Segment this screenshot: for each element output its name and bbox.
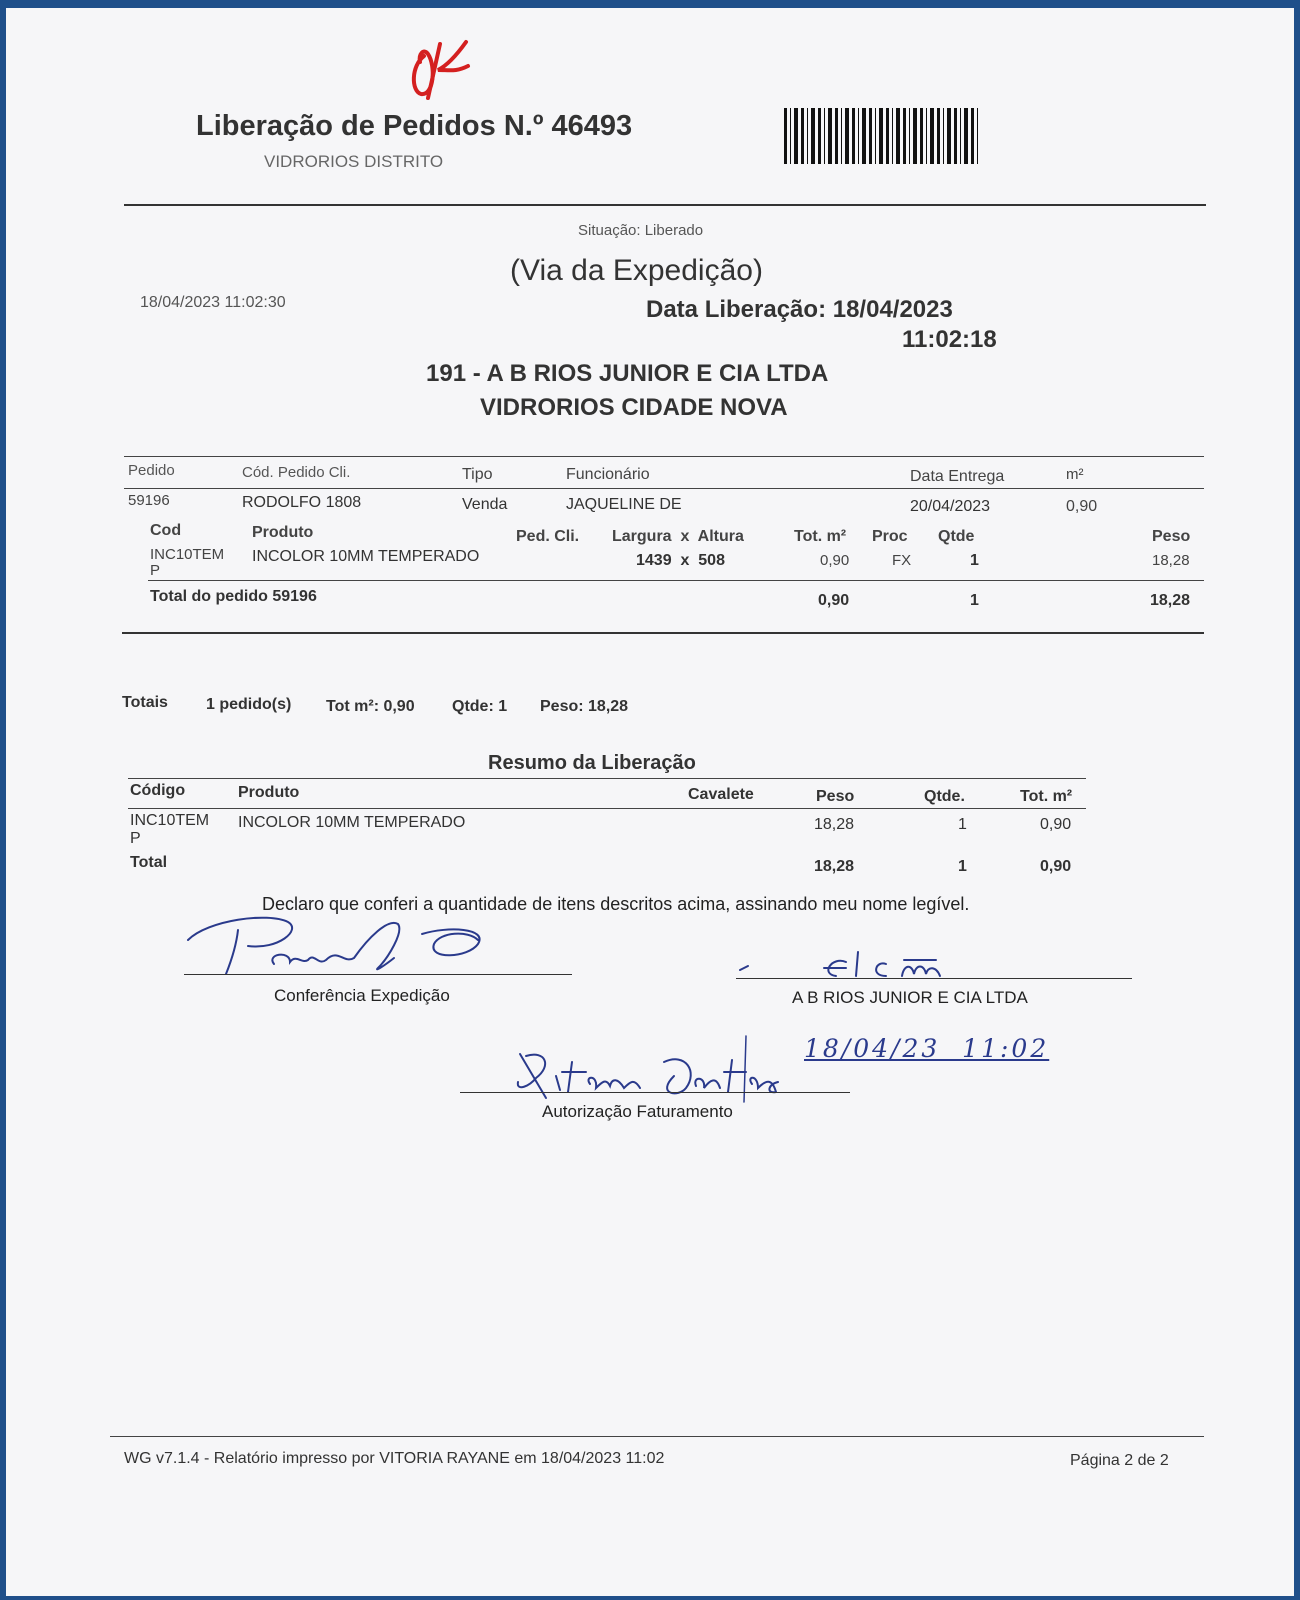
via-title: (Via da Expedição) bbox=[510, 254, 763, 287]
item-col-largura-altura: Largura x Altura bbox=[612, 528, 744, 545]
item-col-qtde: Qtde bbox=[938, 528, 975, 545]
col-funcionario: Funcionário bbox=[566, 466, 650, 483]
item-col-proc: Proc bbox=[872, 528, 908, 545]
order-m2: 0,90 bbox=[1066, 498, 1098, 515]
order-total-qtde: 1 bbox=[970, 592, 979, 609]
declaration-text: Declaro que conferi a quantidade de itens descritos acima, assinando meu nome legível. bbox=[262, 894, 970, 914]
col-cod-pedido-cli: Cód. Pedido Cli. bbox=[242, 464, 351, 481]
company-signature-line bbox=[736, 978, 1132, 979]
resumo-total-tot-m2: 0,90 bbox=[1040, 858, 1072, 875]
item-cod-line2: P bbox=[150, 562, 161, 579]
item-col-tot-m2: Tot. m² bbox=[794, 528, 847, 545]
item-tot-m2: 0,90 bbox=[820, 552, 850, 569]
resumo-top-rule bbox=[128, 778, 1086, 779]
totals-pedidos: 1 pedido(s) bbox=[206, 696, 292, 713]
conferencia-signature-line bbox=[184, 974, 572, 975]
resumo-col-peso: Peso bbox=[816, 788, 855, 805]
item-produto: INCOLOR 10MM TEMPERADO bbox=[252, 548, 480, 565]
barcode bbox=[784, 108, 979, 164]
resumo-col-qtde: Qtde. bbox=[924, 788, 965, 805]
client-store: VIDRORIOS CIDADE NOVA bbox=[480, 394, 788, 421]
resumo-produto: INCOLOR 10MM TEMPERADO bbox=[238, 814, 466, 831]
resumo-title: Resumo da Liberação bbox=[488, 752, 696, 774]
item-col-produto: Produto bbox=[252, 524, 314, 541]
resumo-col-tot-m2: Tot. m² bbox=[1020, 788, 1073, 805]
totals-peso: Peso: 18,28 bbox=[540, 698, 629, 715]
item-cod-line1: INC10TEM bbox=[150, 546, 225, 563]
company-label: A B RIOS JUNIOR E CIA LTDA bbox=[792, 988, 1028, 1007]
conferencia-signature bbox=[178, 908, 498, 988]
handwritten-date: 18/04/23 11:02 bbox=[804, 1034, 1050, 1063]
item-col-cod: Cod bbox=[150, 522, 182, 539]
release-time: 11:02:18 bbox=[902, 326, 997, 353]
totals-tot-m2: Tot m²: 0,90 bbox=[326, 698, 415, 715]
autorizacao-signature bbox=[506, 1032, 806, 1112]
printed-timestamp: 18/04/2023 11:02:30 bbox=[140, 294, 286, 311]
item-dimensions: 1439 x 508 bbox=[636, 552, 725, 569]
resumo-total-qtde: 1 bbox=[958, 858, 967, 875]
order-total-m2: 0,90 bbox=[818, 592, 850, 609]
footer-page-number: Página 2 de 2 bbox=[1070, 1452, 1169, 1469]
col-m2: m² bbox=[1066, 466, 1084, 483]
resumo-tot-m2: 0,90 bbox=[1040, 816, 1072, 833]
resumo-col-produto: Produto bbox=[238, 784, 300, 801]
order-total-rule bbox=[148, 580, 1204, 581]
resumo-col-codigo: Código bbox=[130, 782, 186, 799]
item-col-ped-cli: Ped. Cli. bbox=[516, 528, 580, 545]
resumo-total-peso: 18,28 bbox=[814, 858, 855, 875]
totals-label: Totais bbox=[122, 694, 168, 711]
resumo-qtde: 1 bbox=[958, 816, 967, 833]
autorizacao-signature-line bbox=[460, 1092, 850, 1093]
order-total-label: Total do pedido 59196 bbox=[150, 588, 317, 605]
header-divider bbox=[124, 204, 1206, 206]
release-date: Data Liberação: 18/04/2023 bbox=[646, 296, 953, 323]
resumo-col-cavalete: Cavalete bbox=[688, 786, 754, 803]
resumo-total-label: Total bbox=[130, 854, 168, 871]
resumo-codigo-line2: P bbox=[130, 830, 141, 847]
document-title: Liberação de Pedidos N.º 46493 bbox=[196, 110, 633, 142]
item-proc: FX bbox=[892, 552, 912, 569]
resumo-codigo-line1: INC10TEM bbox=[130, 812, 210, 829]
item-col-peso: Peso bbox=[1152, 528, 1191, 545]
col-tipo: Tipo bbox=[462, 466, 493, 483]
order-funcionario: JAQUELINE DE bbox=[566, 496, 682, 513]
document-subtitle: VIDRORIOS DISTRITO bbox=[264, 152, 444, 171]
order-data-entrega: 20/04/2023 bbox=[910, 498, 991, 515]
autorizacao-label: Autorização Faturamento bbox=[542, 1102, 733, 1121]
order-table-top-rule bbox=[124, 456, 1204, 457]
order-header-rule bbox=[124, 488, 1204, 489]
client-name: 191 - A B RIOS JUNIOR E CIA LTDA bbox=[426, 360, 829, 387]
order-total-peso: 18,28 bbox=[1150, 592, 1191, 609]
order-section-end-rule bbox=[122, 632, 1204, 634]
ok-handwritten-mark bbox=[406, 36, 486, 106]
conferencia-label: Conferência Expedição bbox=[274, 986, 450, 1005]
item-peso: 18,28 bbox=[1152, 552, 1190, 569]
col-pedido: Pedido bbox=[128, 462, 175, 479]
col-data-entrega: Data Entrega bbox=[910, 468, 1005, 485]
resumo-header-rule bbox=[128, 808, 1086, 809]
footer-report-info: WG v7.1.4 - Relatório impresso por VITORIA RAYANE em 18/04/2023 11:02 bbox=[124, 1450, 665, 1467]
order-pedido: 59196 bbox=[128, 492, 170, 509]
resumo-peso: 18,28 bbox=[814, 816, 855, 833]
order-cod-pedido-cli: RODOLFO 1808 bbox=[242, 494, 362, 511]
status-text: Situação: Liberado bbox=[578, 222, 704, 239]
item-qtde: 1 bbox=[970, 552, 979, 569]
order-tipo: Venda bbox=[462, 496, 508, 513]
footer-rule bbox=[110, 1436, 1204, 1437]
document-sheet bbox=[6, 8, 1294, 1596]
totals-qtde: Qtde: 1 bbox=[452, 698, 508, 715]
